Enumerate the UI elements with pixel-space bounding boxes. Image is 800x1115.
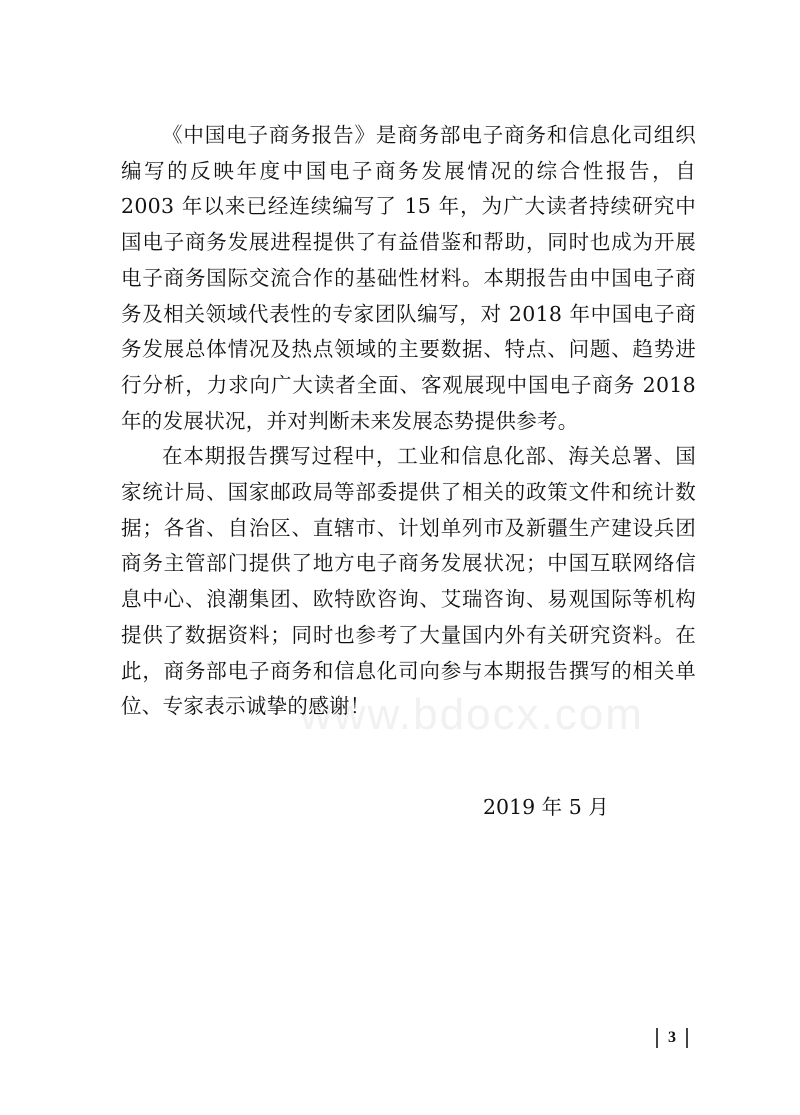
body-text: [121, 118, 696, 725]
paragraph-1: 《中国电子商务报告》是商务部电子商务和信息化司组织编写的反映年度中国电子商务发展情况的综合性报告，自 2003 年以来已经连续编写了 15 年，为广大读者持续研究中国电子商务发展进程提供了有益借鉴和帮助，同时也成为开展电子商务国际交流合作的基础性材料。本期报告由中国电子商务及相关领域代表性的专家团队编写，对 2018 年中国电子商务发展总体情况及热点领域的主要数据、特点、问题、趋势进行分析，力求向广大读者全面、客观展现中国电子商务 2018 年的发展状况，并对判断未来发展态势提供参考。: [121, 123, 696, 433]
page-number: 3: [668, 1029, 676, 1046]
page-number-right-bar: [686, 1028, 688, 1048]
page-number-block: [656, 1027, 688, 1049]
paragraph-2: 在本期报告撰写过程中，工业和信息化部、海关总署、国家统计局、国家邮政局等部委提供了相关的政策文件和统计数据；各省、自治区、直辖市、计划单列市及新疆生产建设兵团商务主管部门提供了地方电子商务发展状况；中国互联网络信息中心、浪潮集团、欧特欧咨询、艾瑞咨询、易观国际等机构提供了数据资料；同时也参考了大量国内外有关研究资料。在此，商务部电子商务和信息化司向参与本期报告撰写的相关单位、专家表示诚挚的感谢！: [121, 444, 696, 719]
signature-date: 2019 年 5 月: [483, 795, 609, 819]
watermark: www.bdocx.com: [300, 690, 644, 739]
page-number-left-bar: [656, 1028, 658, 1048]
